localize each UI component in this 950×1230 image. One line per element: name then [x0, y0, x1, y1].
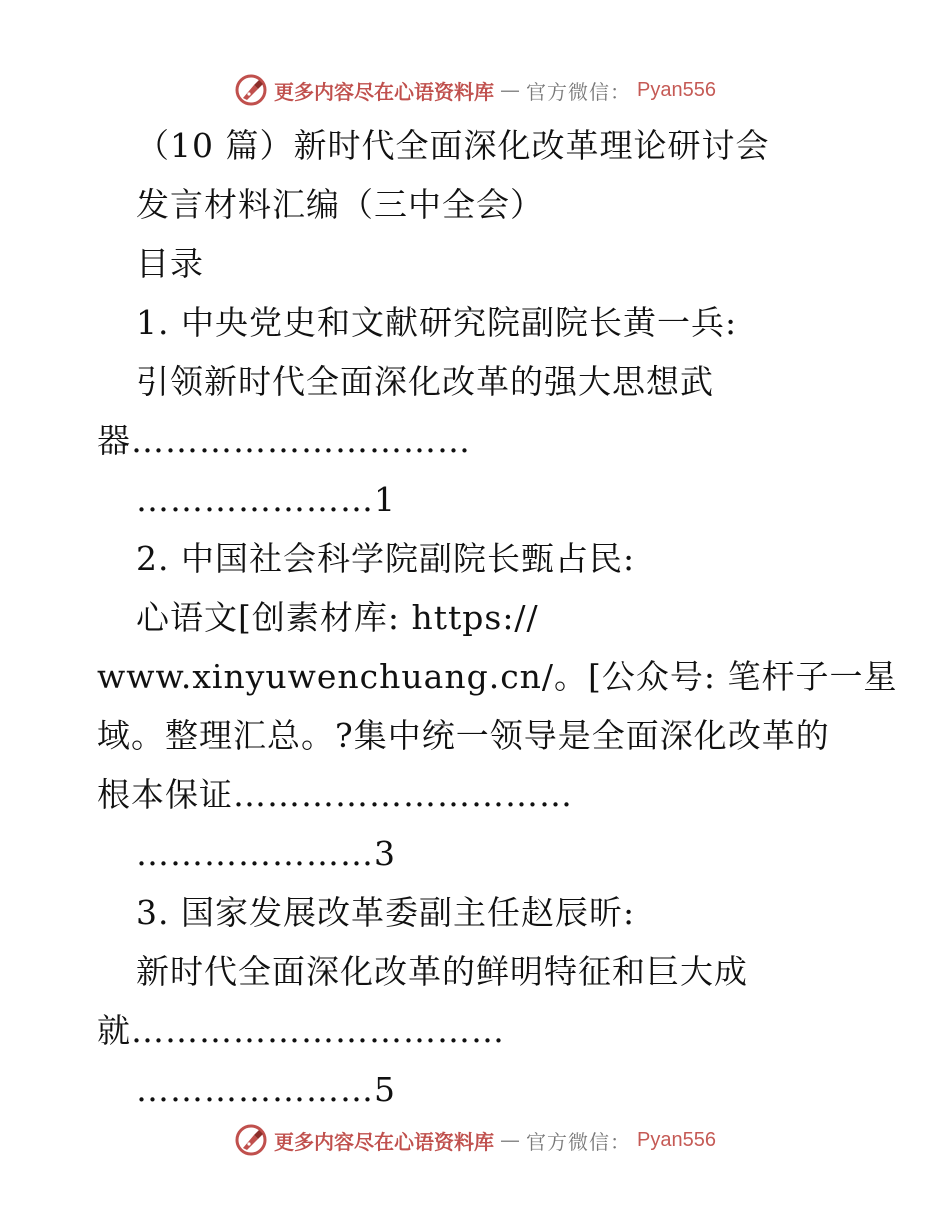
- toc-entry-1-page: …………………1: [136, 480, 396, 519]
- banner-brand-text: 更多内容尽在心语资料库: [274, 79, 495, 104]
- header-watermark-banner: [0, 70, 950, 110]
- toc-entry-2-text: 心语文[创素材库: https://: [136, 598, 539, 637]
- banner-wechat-label: 官方微信：: [526, 79, 632, 104]
- toc-entry-2-text-cont-3: 根本保证…………………………: [97, 775, 573, 814]
- toc-entry-2-text-cont-2: 域。整理汇总。?集中统一领导是全面深化改革的: [97, 716, 830, 755]
- toc-entry-3-text: 新时代全面深化改革的鲜明特征和巨大成: [136, 952, 748, 991]
- toc-entry-1-text: 引领新时代全面深化改革的强大思想武: [136, 362, 714, 401]
- banner-separator: —: [500, 1128, 521, 1152]
- toc-entry-2-heading[interactable]: 2. 中国社会科学院副院长甄占民:: [136, 539, 636, 578]
- toc-entry-3-text-cont: 就……………………………: [97, 1011, 505, 1050]
- banner-brand-text: 更多内容尽在心语资料库: [274, 1129, 495, 1154]
- footer-watermark-banner: [0, 1120, 950, 1160]
- banner-wechat-label: 官方微信：: [526, 1129, 632, 1154]
- toc-entry-1-heading[interactable]: 1. 中央党史和文献研究院副院长黄一兵:: [136, 303, 738, 342]
- pen-nib-logo-icon: [234, 73, 268, 107]
- toc-entry-3-heading[interactable]: 3. 国家发展改革委副主任赵辰昕:: [136, 893, 636, 932]
- pen-nib-logo-icon: [234, 1123, 268, 1157]
- toc-entry-1-text-cont: 器…………………………: [97, 421, 471, 460]
- banner-wechat-account: Pyan556: [637, 78, 716, 101]
- toc-entry-3-page: …………………5: [136, 1070, 396, 1109]
- toc-entry-2-page: …………………3: [136, 834, 396, 873]
- banner-separator: —: [500, 78, 521, 102]
- toc-heading: 目录: [136, 244, 204, 283]
- toc-entry-2-text-cont-1: www.xinyuwenchuang.cn/。[公众号: 笔杆子一星: [97, 657, 898, 696]
- document-title-line-2: 发言材料汇编（三中全会）: [136, 185, 544, 224]
- banner-wechat-account: Pyan556: [637, 1128, 716, 1151]
- document-title-line-1: （10 篇）新时代全面深化改革理论研讨会: [136, 126, 770, 165]
